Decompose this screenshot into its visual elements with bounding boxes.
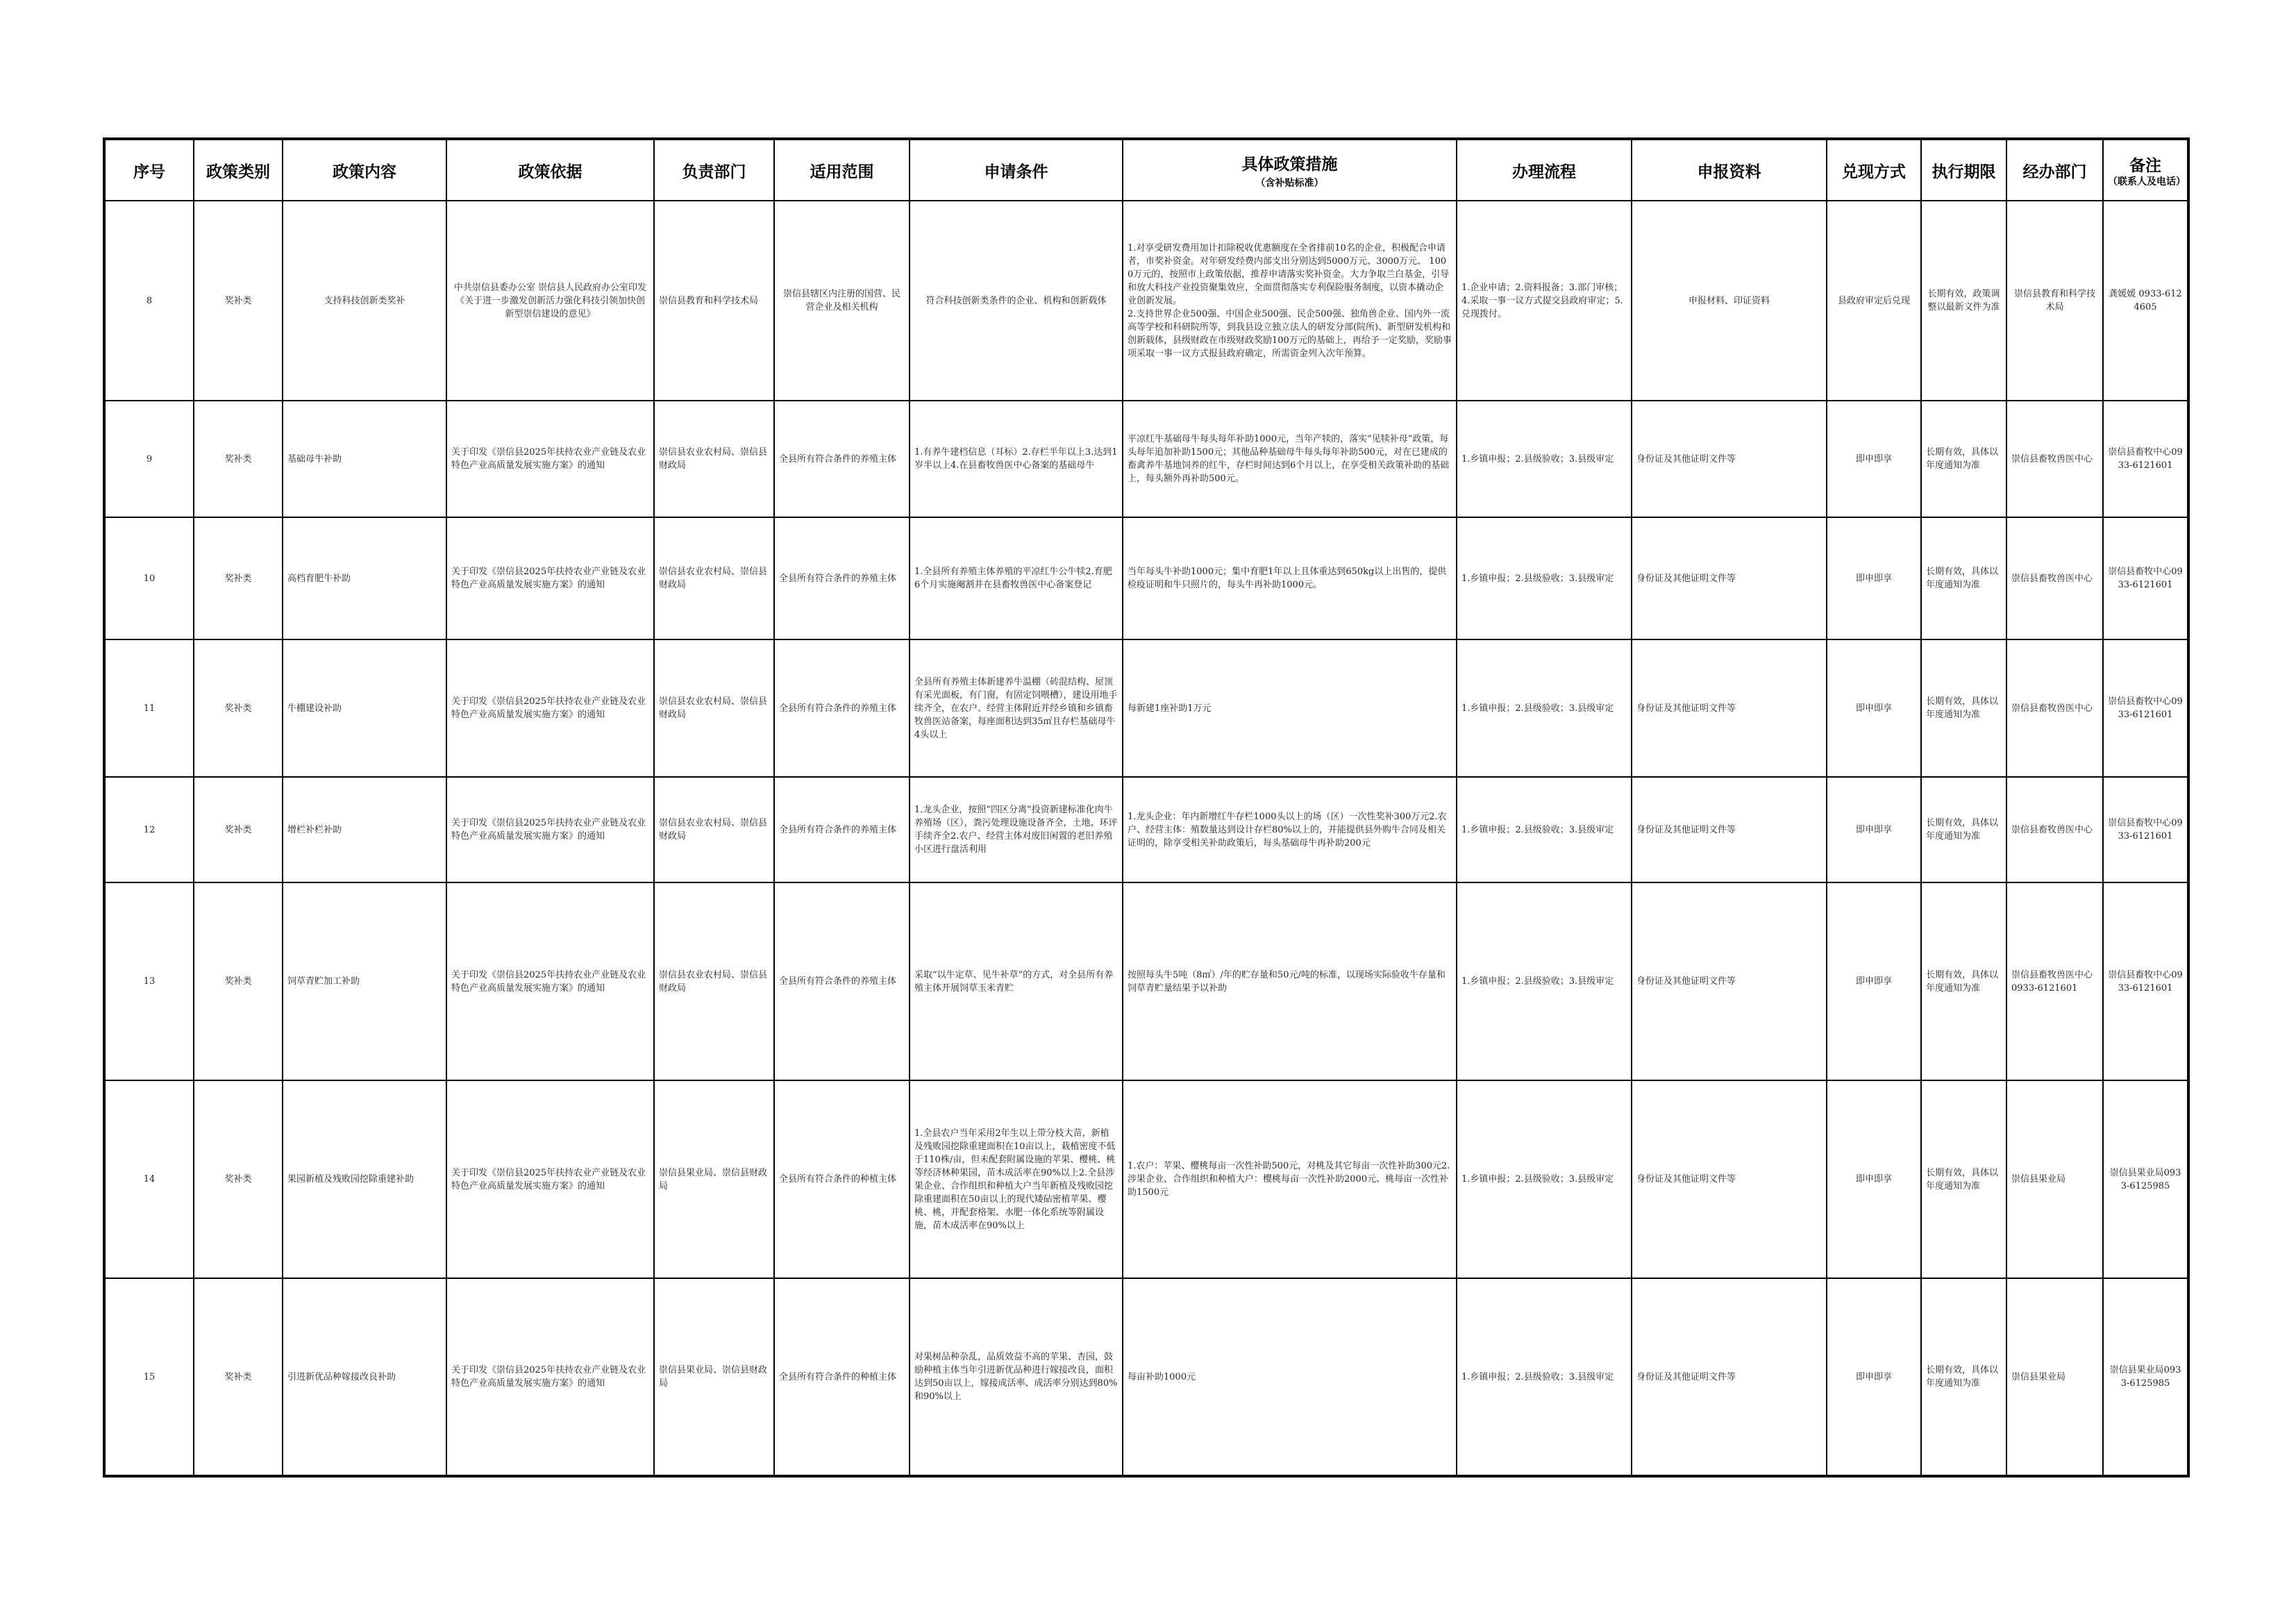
- cell-period: 长期有效，具体以年度通知为准: [1921, 517, 2006, 639]
- col-header-remark-sub: （联系人及电话）: [2108, 176, 2186, 187]
- cell-materials: 身份证及其他证明文件等: [1632, 882, 1827, 1080]
- cell-payment: 即申即享: [1827, 401, 1921, 517]
- cell-payment: 即申即享: [1827, 882, 1921, 1080]
- cell-conditions: 全县所有养殖主体新建养牛温棚（砖混结构、屋顶有采光面板，有门窗，有固定饲喂槽），建设用地手续齐全，在农户、经营主体附近并经乡镇和乡镇畜牧兽医站备案，每座面积达到35㎡且存栏基础母牛4头以上: [910, 639, 1123, 777]
- policy-table: [103, 137, 2190, 1477]
- cell-conditions: 符合科技创新类条件的企业、机构和创新载体: [910, 201, 1123, 401]
- col-header-process: 办理流程: [1457, 139, 1632, 201]
- table-row: [104, 639, 2188, 777]
- cell-process: 1.乡镇申报；2.县级验收；3.县级审定: [1457, 517, 1632, 639]
- table-row: [104, 401, 2188, 517]
- cell-category: 奖补类: [194, 201, 283, 401]
- cell-remark: 崇信县畜牧中心0933-6121601: [2103, 882, 2188, 1080]
- cell-scope: 全县所有符合条件的种植主体: [774, 1278, 910, 1476]
- col-header-basis: 政策依据: [446, 139, 654, 201]
- cell-category: 奖补类: [194, 401, 283, 517]
- cell-measures: 按照每头牛5吨（8㎡）/年的贮存量和50元/吨的标准，以现场实际验收牛存量和饲草青贮量结果予以补助: [1123, 882, 1457, 1080]
- cell-materials: 申报材料、印证资料: [1632, 201, 1827, 401]
- cell-remark: 崇信县畜牧中心0933-6121601: [2103, 401, 2188, 517]
- cell-measures: 每亩补助1000元: [1123, 1278, 1457, 1476]
- cell-content: 牛棚建设补助: [283, 639, 446, 777]
- col-header-measures: 具体政策措施 （含补贴标准）: [1123, 139, 1457, 201]
- cell-materials: 身份证及其他证明文件等: [1632, 639, 1827, 777]
- cell-basis: 关于印发《崇信县2025年扶持农业产业链及农业特色产业高质量发展实施方案》的通知: [446, 639, 654, 777]
- cell-process: 1.乡镇申报；2.县级验收；3.县级审定: [1457, 639, 1632, 777]
- cell-dept: 崇信县农业农村局、崇信县财政局: [654, 401, 774, 517]
- cell-office: 崇信县教育和科学技术局: [2006, 201, 2103, 401]
- cell-measures: 1.龙头企业：年内新增红牛存栏1000头以上的场（区）一次性奖补300万元2.农户、经营主体：殖数量达到设计存栏80%以上的，并能提供县外购牛合同及相关证明的，除享受相关补助政策后，每头基础母牛再补助200元: [1123, 777, 1457, 882]
- cell-process: 1.乡镇申报；2.县级验收；3.县级审定: [1457, 882, 1632, 1080]
- col-header-office: 经办部门: [2006, 139, 2103, 201]
- cell-period: 长期有效，具体以年度通知为准: [1921, 1080, 2006, 1278]
- cell-category: 奖补类: [194, 1080, 283, 1278]
- cell-scope: 全县所有符合条件的养殖主体: [774, 882, 910, 1080]
- cell-dept: 崇信县农业农村局、崇信县财政局: [654, 639, 774, 777]
- cell-dept: 崇信县农业农村局、崇信县财政局: [654, 777, 774, 882]
- cell-basis: 关于印发《崇信县2025年扶持农业产业链及农业特色产业高质量发展实施方案》的通知: [446, 517, 654, 639]
- cell-content: 增栏补栏补助: [283, 777, 446, 882]
- cell-office: 崇信县畜牧兽医中心: [2006, 517, 2103, 639]
- col-header-remark: 备注 （联系人及电话）: [2103, 139, 2188, 201]
- cell-payment: 即申即享: [1827, 777, 1921, 882]
- cell-period: 长期有效，具体以年度通知为准: [1921, 777, 2006, 882]
- cell-measures: 1.农户：苹果、樱桃每亩一次性补助500元，对桃及其它每亩一次性补助300元2.涉果企业、合作组织和种植大户：樱桃每亩一次性补助2000元、桃每亩一次性补助1500元: [1123, 1080, 1457, 1278]
- col-header-content: 政策内容: [283, 139, 446, 201]
- cell-measures: 平凉红牛基础母牛每头每年补助1000元，当年产犊的，落实“见犊补母”政策，每头每年追加补助1500元；其他品种基础母牛每头每年补助500元，对在已建成的畜禽养牛基地饲养的红牛，存栏时间达到6个月以上，在享受相关政策补助的基础上，每头额外再补助500元。: [1123, 401, 1457, 517]
- cell-scope: 全县所有符合条件的养殖主体: [774, 401, 910, 517]
- cell-period: 长期有效，政策调整以最新文件为准: [1921, 201, 2006, 401]
- table-body: [104, 201, 2188, 1476]
- cell-process: 1.乡镇申报；2.县级验收；3.县级审定: [1457, 1278, 1632, 1476]
- header-row: [104, 139, 2188, 201]
- cell-scope: 全县所有符合条件的养殖主体: [774, 517, 910, 639]
- cell-category: 奖补类: [194, 1278, 283, 1476]
- col-header-conditions: 申请条件: [910, 139, 1123, 201]
- cell-content: 引进新优品种嫁接改良补助: [283, 1278, 446, 1476]
- cell-scope: 全县所有符合条件的养殖主体: [774, 639, 910, 777]
- cell-no: 14: [104, 1080, 194, 1278]
- cell-dept: 崇信县果业局、崇信县财政局: [654, 1080, 774, 1278]
- cell-no: 15: [104, 1278, 194, 1476]
- cell-office: 崇信县果业局: [2006, 1080, 2103, 1278]
- table-row: [104, 882, 2188, 1080]
- cell-remark: 龚媛媛 0933-6124605: [2103, 201, 2188, 401]
- cell-no: 9: [104, 401, 194, 517]
- cell-conditions: 1.全县所有养殖主体养殖的平凉红牛公牛犊2.育肥6个月实施阉割并在县畜牧兽医中心备案登记: [910, 517, 1123, 639]
- cell-conditions: 采取“以牛定草、见牛补草”的方式，对全县所有养殖主体开展饲草玉米青贮: [910, 882, 1123, 1080]
- cell-content: 支持科技创新类奖补: [283, 201, 446, 401]
- cell-basis: 关于印发《崇信县2025年扶持农业产业链及农业特色产业高质量发展实施方案》的通知: [446, 777, 654, 882]
- cell-scope: 全县所有符合条件的种植主体: [774, 1080, 910, 1278]
- cell-office: 崇信县畜牧兽医中心: [2006, 639, 2103, 777]
- cell-dept: 崇信县教育和科学技术局: [654, 201, 774, 401]
- cell-dept: 崇信县果业局、崇信县财政局: [654, 1278, 774, 1476]
- cell-remark: 崇信县畜牧中心0933-6121601: [2103, 777, 2188, 882]
- cell-materials: 身份证及其他证明文件等: [1632, 777, 1827, 882]
- cell-office: 崇信县畜牧兽医中心0933-6121601: [2006, 882, 2103, 1080]
- cell-no: 13: [104, 882, 194, 1080]
- cell-basis: 关于印发《崇信县2025年扶持农业产业链及农业特色产业高质量发展实施方案》的通知: [446, 1278, 654, 1476]
- cell-payment: 即申即享: [1827, 517, 1921, 639]
- cell-basis: 关于印发《崇信县2025年扶持农业产业链及农业特色产业高质量发展实施方案》的通知: [446, 1080, 654, 1278]
- cell-remark: 崇信县畜牧中心0933-6121601: [2103, 517, 2188, 639]
- col-header-category: 政策类别: [194, 139, 283, 201]
- cell-remark: 崇信县果业局0933-6125985: [2103, 1278, 2188, 1476]
- cell-scope: 崇信县辖区内注册的国营、民营企业及相关机构: [774, 201, 910, 401]
- cell-measures: 每新建1座补助1万元: [1123, 639, 1457, 777]
- cell-measures: 1.对享受研发费用加计扣除税收优惠额度在全省排前10名的企业，积极配合申请者，市奖补资金。对年研发经费内部支出分别达到5000万元、3000万元、 1000万元的，按照市上政策依据，推荐申请落实奖补资金。大力争取兰白基金，引导和放大科技产业投资聚集效应，全面贯彻落实专利保险服务制度，以资本撬动企业创新发展。 2.支持世界企业500强、中国企业500强、民企500强、独角兽企业、国内外一流高等学校和科研院所等，到我县设立独立法人的研发分部(院所)、新型研发机构和创新载体，县级财政在市级财政奖励100万元的基础上，再给予一定奖励，奖励事项采取一事一议方式报县政府确定，所需资金列入次年预算。: [1123, 201, 1457, 401]
- cell-process: 1.乡镇申报；2.县级验收；3.县级审定: [1457, 401, 1632, 517]
- table-row: [104, 201, 2188, 401]
- cell-remark: 崇信县果业局0933-6125985: [2103, 1080, 2188, 1278]
- cell-conditions: 1.有养牛建档信息（耳标）2.存栏半年以上3.达到1岁半以上4.在县畜牧兽医中心备案的基础母牛: [910, 401, 1123, 517]
- cell-no: 10: [104, 517, 194, 639]
- col-header-period: 执行期限: [1921, 139, 2006, 201]
- col-header-measures-sub: （含补贴标准）: [1255, 177, 1324, 189]
- cell-payment: 县政府审定后兑现: [1827, 201, 1921, 401]
- cell-scope: 全县所有符合条件的养殖主体: [774, 777, 910, 882]
- cell-conditions: 1.全县农户当年采用2年生以上带分枝大苗，新植及残败园挖除重建面积在10亩以上，栽植密度不低于110株/亩，但未配套附属设施的苹果、樱桃、桃等经济林种果园，苗木成活率在90%以上2.全县涉果企业、合作组织和种植大户当年新植及残败园挖除重建面积在50亩以上的现代矮砧密植苹果、樱桃、桃，并配套格架、水肥一体化系统等附属设施，苗木成活率在90%以上: [910, 1080, 1123, 1278]
- cell-remark: 崇信县畜牧中心0933-6121601: [2103, 639, 2188, 777]
- cell-office: 崇信县畜牧兽医中心: [2006, 777, 2103, 882]
- col-header-payment: 兑现方式: [1827, 139, 1921, 201]
- cell-basis: 关于印发《崇信县2025年扶持农业产业链及农业特色产业高质量发展实施方案》的通知: [446, 882, 654, 1080]
- cell-category: 奖补类: [194, 517, 283, 639]
- cell-category: 奖补类: [194, 777, 283, 882]
- cell-materials: 身份证及其他证明文件等: [1632, 1080, 1827, 1278]
- cell-dept: 崇信县农业农村局、崇信县财政局: [654, 882, 774, 1080]
- col-header-no: 序号: [104, 139, 194, 201]
- cell-payment: 即申即享: [1827, 1080, 1921, 1278]
- col-header-scope: 适用范围: [774, 139, 910, 201]
- cell-process: 1.企业申请；2.资料报备；3.部门审核；4.采取一事一议方式提交县政府审定；5.兑现拨付。: [1457, 201, 1632, 401]
- cell-content: 饲草青贮加工补助: [283, 882, 446, 1080]
- table-row: [104, 777, 2188, 882]
- cell-basis: 关于印发《崇信县2025年扶持农业产业链及农业特色产业高质量发展实施方案》的通知: [446, 401, 654, 517]
- cell-measures: 当年每头牛补助1000元；集中育肥1年以上且体重达到650kg以上出售的，提供检疫证明和牛只照片的，每头牛再补助1000元。: [1123, 517, 1457, 639]
- cell-materials: 身份证及其他证明文件等: [1632, 401, 1827, 517]
- cell-period: 长期有效，具体以年度通知为准: [1921, 1278, 2006, 1476]
- cell-payment: 即申即享: [1827, 639, 1921, 777]
- cell-payment: 即申即享: [1827, 1278, 1921, 1476]
- cell-materials: 身份证及其他证明文件等: [1632, 517, 1827, 639]
- cell-period: 长期有效，具体以年度通知为准: [1921, 639, 2006, 777]
- cell-process: 1.乡镇申报；2.县级验收；3.县级审定: [1457, 1080, 1632, 1278]
- col-header-materials: 申报资料: [1632, 139, 1827, 201]
- table-row: [104, 1080, 2188, 1278]
- cell-office: 崇信县畜牧兽医中心: [2006, 401, 2103, 517]
- cell-content: 基础母牛补助: [283, 401, 446, 517]
- cell-materials: 身份证及其他证明文件等: [1632, 1278, 1827, 1476]
- cell-no: 8: [104, 201, 194, 401]
- cell-period: 长期有效，具体以年度通知为准: [1921, 882, 2006, 1080]
- table-row: [104, 1278, 2188, 1476]
- cell-office: 崇信县果业局: [2006, 1278, 2103, 1476]
- cell-basis: 中共崇信县委办公室 崇信县人民政府办公室印发《关于进一步激发创新活力强化科技引领加快创新型崇信建设的意见》: [446, 201, 654, 401]
- table-row: [104, 517, 2188, 639]
- cell-no: 11: [104, 639, 194, 777]
- cell-process: 1.乡镇申报；2.县级验收；3.县级审定: [1457, 777, 1632, 882]
- cell-content: 果园新植及残败园挖除重建补助: [283, 1080, 446, 1278]
- cell-period: 长期有效，具体以年度通知为准: [1921, 401, 2006, 517]
- cell-category: 奖补类: [194, 882, 283, 1080]
- col-header-dept: 负责部门: [654, 139, 774, 201]
- cell-no: 12: [104, 777, 194, 882]
- cell-category: 奖补类: [194, 639, 283, 777]
- cell-content: 高档育肥牛补助: [283, 517, 446, 639]
- cell-dept: 崇信县农业农村局、崇信县财政局: [654, 517, 774, 639]
- cell-conditions: 对果树品种杂乱，品质效益不高的苹果、杏园，鼓励种植主体当年引进新优品种进行嫁接改良，面积达到50亩以上，嫁接成活率、成活率分别达到80%和90%以上: [910, 1278, 1123, 1476]
- cell-conditions: 1.龙头企业，按照“四区分离”投资新建标准化肉牛养殖场（区），粪污处理设施设备齐全，土地、环评手续齐全2.农户、经营主体对废旧闲置的老旧养殖小区进行盘活利用: [910, 777, 1123, 882]
